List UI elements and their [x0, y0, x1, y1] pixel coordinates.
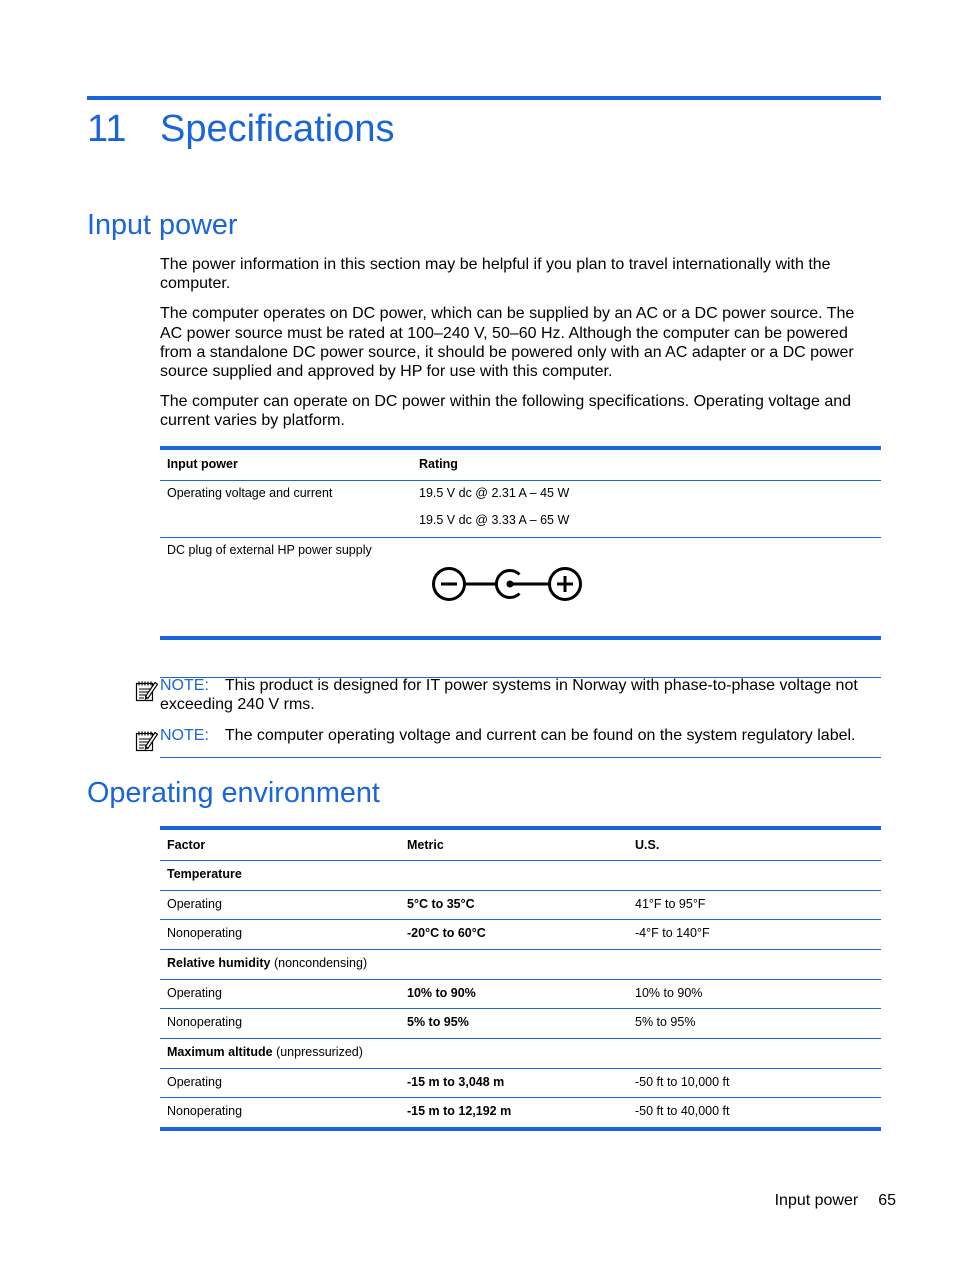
us-cell: -50 ft to 40,000 ft: [635, 1104, 730, 1119]
note-label: NOTE:: [160, 727, 209, 744]
row-label: DC plug of external HP power supply: [167, 542, 372, 557]
column-header-metric: Metric: [407, 837, 444, 852]
rating-value: 19.5 V dc @ 2.31 A – 45 W: [419, 485, 570, 500]
column-header-us: U.S.: [635, 837, 660, 852]
chapter-title: [87, 110, 394, 148]
page-number: 65: [878, 1192, 896, 1209]
table-bottom-rule: [160, 636, 881, 640]
factor-cell: Operating: [167, 1074, 222, 1089]
metric-cell: 5°C to 35°C: [407, 896, 475, 911]
note-bottom-rule: [160, 757, 881, 758]
table-row: [160, 538, 881, 636]
positive-terminal-icon: [550, 568, 581, 599]
paragraph: The computer can operate on DC power within the following specifications. Operating voltage and current varies by platform.: [160, 393, 852, 430]
table-bottom-rule: [160, 1127, 881, 1131]
table-group-row: [160, 949, 881, 979]
factor-cell: Nonoperating: [167, 1015, 243, 1030]
negative-terminal-icon: [434, 568, 465, 599]
us-cell: 5% to 95%: [635, 1015, 696, 1030]
section-heading-operating-environment: Operating environment: [87, 777, 380, 809]
footer-section-title: Input power: [774, 1192, 859, 1209]
paragraph: The computer operates on DC power, which can be supplied by an AC or a DC power source. The AC power source must be rated at 100–240 V, 50–60 Hz. Although the computer can be powered from a standalone DC power source, it should be powered only with an AC adapter or a DC power source supplied and approved by HP for use with this computer.: [160, 305, 855, 381]
us-cell: 10% to 90%: [635, 985, 703, 1000]
section-heading-input-power: Input power: [87, 209, 238, 241]
metric-cell: -15 m to 3,048 m: [407, 1074, 505, 1089]
rating-cell: [412, 543, 881, 636]
input-power-body: [160, 255, 870, 442]
rating-cell: [412, 486, 881, 537]
chapter-title-text: Specifications: [160, 108, 395, 150]
table-row: [160, 919, 881, 949]
input-power-table: [160, 446, 881, 640]
factor-cell: Nonoperating: [167, 926, 243, 941]
table-group-row: [160, 1038, 881, 1068]
factor-cell: Operating: [167, 985, 222, 1000]
metric-cell: -15 m to 12,192 m: [407, 1104, 512, 1119]
note-body: The computer operating voltage and current can be found on the system regulatory label.: [224, 727, 856, 744]
note: [160, 726, 876, 745]
note-label: NOTE:: [160, 677, 209, 694]
chapter-number: 11: [87, 108, 127, 150]
table-row: [160, 1008, 881, 1038]
group-cell: [160, 867, 881, 890]
group-cell: [160, 1045, 881, 1068]
note-body: This product is designed for IT power systems in Norway with phase-to-phase voltage not exceeding 240 V rms.: [160, 677, 858, 714]
column-header-factor: Factor: [167, 837, 206, 852]
us-cell: -50 ft to 10,000 ft: [635, 1074, 730, 1089]
note-icon: [135, 729, 159, 753]
table-group-row: [160, 860, 881, 890]
note: [160, 676, 876, 714]
center-pin-icon: [496, 570, 549, 597]
table-header-row: [160, 450, 881, 481]
us-cell: 41°F to 95°F: [635, 896, 706, 911]
page-footer: [775, 1191, 896, 1210]
table-row: [160, 890, 881, 920]
table-row: [160, 979, 881, 1009]
column-header-rating: Rating: [419, 456, 458, 471]
note-text: [160, 726, 876, 745]
group-cell: [160, 956, 881, 979]
group-label: Relative humidity: [167, 955, 271, 970]
group-qualifier: (unpressurized): [276, 1044, 363, 1059]
operating-environment-table: [160, 826, 881, 1131]
group-label: Maximum altitude: [167, 1044, 273, 1059]
group-label: Temperature: [167, 867, 242, 881]
table-header-row: [160, 830, 881, 860]
chapter-top-rule: [87, 96, 881, 100]
dc-plug-polarity-icon: [431, 566, 583, 602]
row-label: Operating voltage and current: [167, 485, 333, 500]
table-row: [160, 481, 881, 538]
note-icon: [135, 679, 159, 703]
metric-cell: 10% to 90%: [407, 985, 476, 1000]
paragraph: The power information in this section may be helpful if you plan to travel internationally with the computer.: [160, 256, 831, 293]
factor-cell: Operating: [167, 896, 222, 911]
table-row: [160, 1068, 881, 1098]
metric-cell: -20°C to 60°C: [407, 926, 486, 941]
us-cell: -4°F to 140°F: [635, 926, 710, 941]
table-row: [160, 1097, 881, 1127]
rating-value: 19.5 V dc @ 3.33 A – 65 W: [419, 512, 570, 527]
metric-cell: 5% to 95%: [407, 1015, 469, 1030]
note-text: [160, 676, 876, 714]
group-qualifier: (noncondensing): [273, 955, 368, 970]
column-header-input-power: Input power: [167, 456, 238, 471]
factor-cell: Nonoperating: [167, 1104, 243, 1119]
